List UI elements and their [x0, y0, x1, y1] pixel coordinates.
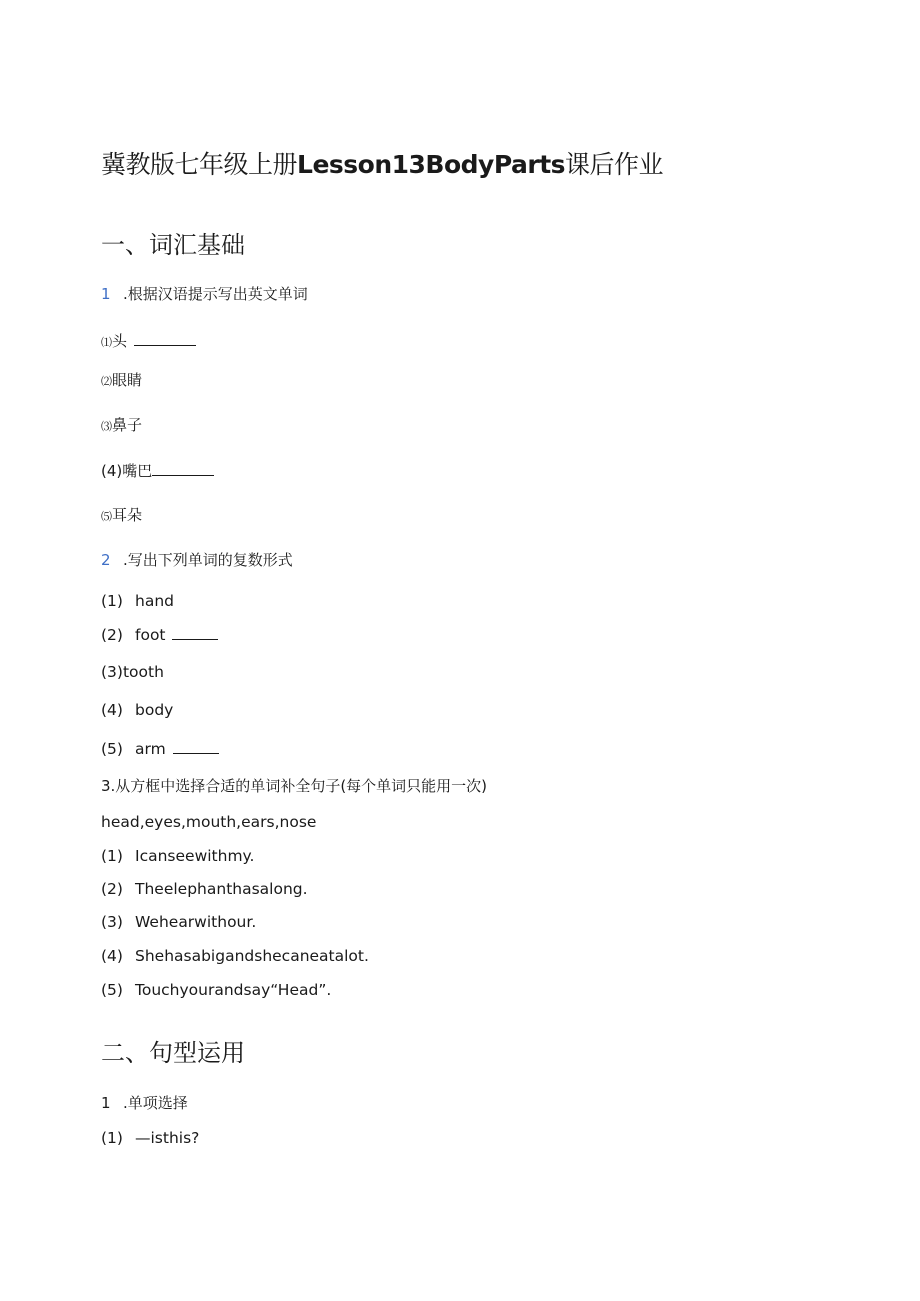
q1-item-4	[101, 463, 214, 479]
question-number: 2	[101, 551, 111, 569]
item-text: foot	[135, 626, 166, 644]
word-box: head,eyes,mouth,ears,nose	[101, 813, 317, 831]
item-text: 嘴巴	[122, 462, 153, 480]
question-text: .根据汉语提示写出英文单词	[123, 285, 308, 303]
s2-item-1	[101, 1131, 199, 1147]
item-number: (4)	[101, 701, 123, 719]
item-text: hand	[135, 592, 174, 610]
section2-question-1-heading	[101, 1096, 188, 1111]
question-1-heading	[101, 287, 308, 302]
title-prefix: 冀教版七年级上册	[101, 150, 298, 179]
q2-item-2	[101, 627, 218, 644]
item-text: 鼻子	[112, 416, 143, 434]
item-number: ⑵	[101, 375, 112, 388]
item-text: Wehearwithour.	[135, 913, 257, 931]
section-heading-vocabulary: 一、词汇基础	[101, 231, 245, 259]
item-number: (5)	[101, 740, 123, 758]
document-title	[101, 152, 663, 177]
item-number: (2)	[101, 880, 123, 898]
title-suffix: 课后作业	[565, 150, 664, 179]
q1-item-2	[101, 373, 142, 388]
item-text: 头	[112, 332, 128, 350]
item-number: (2)	[101, 626, 123, 644]
section-heading-sentences: 二、句型运用	[101, 1039, 245, 1067]
q2-item-5	[101, 741, 219, 758]
item-number: (4)	[101, 947, 123, 965]
item-number: ⑸	[101, 510, 112, 523]
item-number: ⑴	[101, 336, 112, 349]
answer-blank[interactable]	[173, 741, 219, 754]
item-number: (3)tooth	[101, 663, 164, 681]
q2-item-4	[101, 703, 173, 719]
item-number: (5)	[101, 981, 123, 999]
item-number: (1)	[101, 847, 123, 865]
answer-blank[interactable]	[152, 463, 214, 476]
item-text: —isthis?	[135, 1129, 200, 1147]
q1-item-1	[101, 333, 196, 349]
item-text: Icanseewithmy.	[135, 847, 255, 865]
question-text: .单项选择	[123, 1094, 188, 1112]
item-number: (3)	[101, 913, 123, 931]
question-text: .写出下列单词的复数形式	[123, 551, 293, 569]
item-text: 耳朵	[112, 506, 143, 524]
item-number: (1)	[101, 592, 123, 610]
answer-blank[interactable]	[134, 333, 196, 346]
item-text: 眼睛	[112, 371, 143, 389]
item-text: arm	[135, 740, 166, 758]
item-text: Theelephanthasalong.	[135, 880, 308, 898]
item-number: (4)	[101, 462, 123, 480]
question-number: 1	[101, 285, 111, 303]
item-text: Shehasabigandshecaneatalot.	[135, 947, 369, 965]
answer-blank[interactable]	[172, 627, 218, 640]
item-number: ⑶	[101, 420, 112, 433]
item-text: body	[135, 701, 174, 719]
question-2-heading	[101, 553, 293, 568]
q1-item-3	[101, 418, 142, 433]
question-number: 1	[101, 1094, 111, 1112]
q3-item-2	[101, 882, 308, 898]
q3-item-4	[101, 949, 369, 965]
q3-item-1	[101, 849, 254, 865]
question-3-heading: 3.从方框中选择合适的单词补全句子(每个单词只能用一次)	[101, 777, 488, 795]
item-text: Touchyourandsay“Head”.	[135, 981, 332, 999]
q3-item-3	[101, 915, 256, 931]
q2-item-1	[101, 594, 174, 610]
q1-item-5	[101, 508, 142, 523]
title-lesson: Lesson13BodyParts	[297, 150, 566, 179]
q3-item-5	[101, 983, 331, 999]
item-number: (1)	[101, 1129, 123, 1147]
q2-item-3	[101, 665, 164, 681]
